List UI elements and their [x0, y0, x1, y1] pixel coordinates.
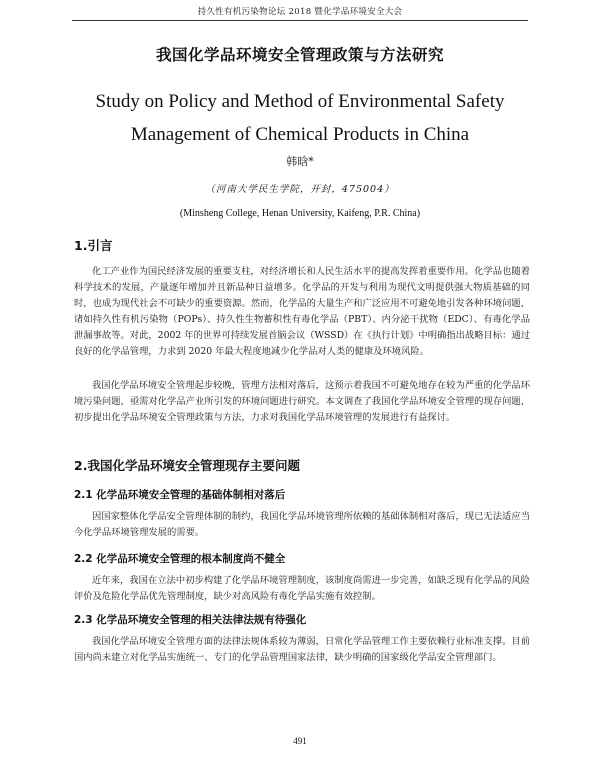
paper-title-english-line1: Study on Policy and Method of Environmental Safety	[95, 91, 505, 112]
intro-paragraph-1: 化工产业作为国民经济发展的重要支柱，对经济增长和人民生活水平的提高发挥着重要作用。化学品也随着科学技术的发展，产量逐年增加并且新品种日益增多。化学品的开发与利用为现代文明提供强大物质基础的同时，也成为现代社会不可缺少的重要资源。然而，化学品的大量生产和广泛应用不可避免地引发各种环境问题，诸如持久性有机污染物（POPs）、持久性生物蓄积性有毒化学品（PBT）、内分泌干扰物（EDC）、有毒化学品泄漏事故等。对此，2002 年的世界可持续发展首脑会议（WSSD）在《执行计划》中明确指出战略目标：通过良好的化学品管理，力求到 2020 年最大程度地减少化学品对人类的健康及环境风险。	[74, 266, 530, 357]
intro-paragraph-2: 我国化学品环境安全管理起步较晚，管理方法相对落后，这预示着我国不可避免地存在较为严重的化学品环境污染问题，亟需对化学品产业所引发的环境问题进行研究。本文调查了我国化学品环境安全管理的现存问题，初步提出化学品环境安全管理政策与方法，力求对我国化学品环境管理的发展进行有益探讨。	[74, 380, 530, 423]
paper-title-chinese: 我国化学品环境安全管理政策与方法研究	[155, 46, 444, 64]
author-name: 韩晗*	[286, 155, 314, 168]
affiliation-english: (Minsheng College, Henan University, Kaifeng, P.R. China)	[179, 208, 421, 219]
subsection-heading-2-3: 2.3 化学品环境安全管理的相关法律法规有待强化	[74, 614, 307, 626]
section-heading-problems: 2.我国化学品环境安全管理现存主要问题	[74, 458, 300, 473]
page-number: 491	[293, 736, 307, 746]
subsection-2-2-paragraph: 近年来，我国在立法中初步构建了化学品环境管理制度，该制度尚需进一步完善，如缺乏现有化学品的风险评价及危险化学品优先管理制度，缺少对高风险有毒化学品实施有效控制。	[74, 575, 530, 602]
subsection-heading-2-2: 2.2 化学品环境安全管理的根本制度尚不健全	[74, 553, 286, 565]
subsection-2-1-paragraph: 因国家整体化学品安全管理体制的制约，我国化学品环境管理所依赖的基础体制相对落后，现已无法适应当今化学品环境管理发展的需要。	[74, 511, 530, 538]
subsection-heading-2-1: 2.1 化学品环境安全管理的基础体制相对落后	[74, 489, 286, 501]
paper-title-english-line2: Management of Chemical Products in China	[130, 124, 470, 145]
section-heading-introduction: 1.引言	[74, 238, 113, 253]
affiliation-chinese: （河南大学民生学院，开封，475004）	[205, 184, 395, 195]
subsection-2-3-paragraph: 我国化学品环境安全管理方面的法律法规体系较为薄弱，日常化学品管理工作主要依赖行业标准支撑。目前国内尚未建立对化学品实施统一、专门的化学品管理国家法律，缺少明确的国家级化学品安全管理部门。	[74, 636, 530, 663]
header-rule	[72, 20, 528, 21]
running-header: 持久性有机污染物论坛 2018 暨化学品环境安全大会	[197, 7, 403, 17]
